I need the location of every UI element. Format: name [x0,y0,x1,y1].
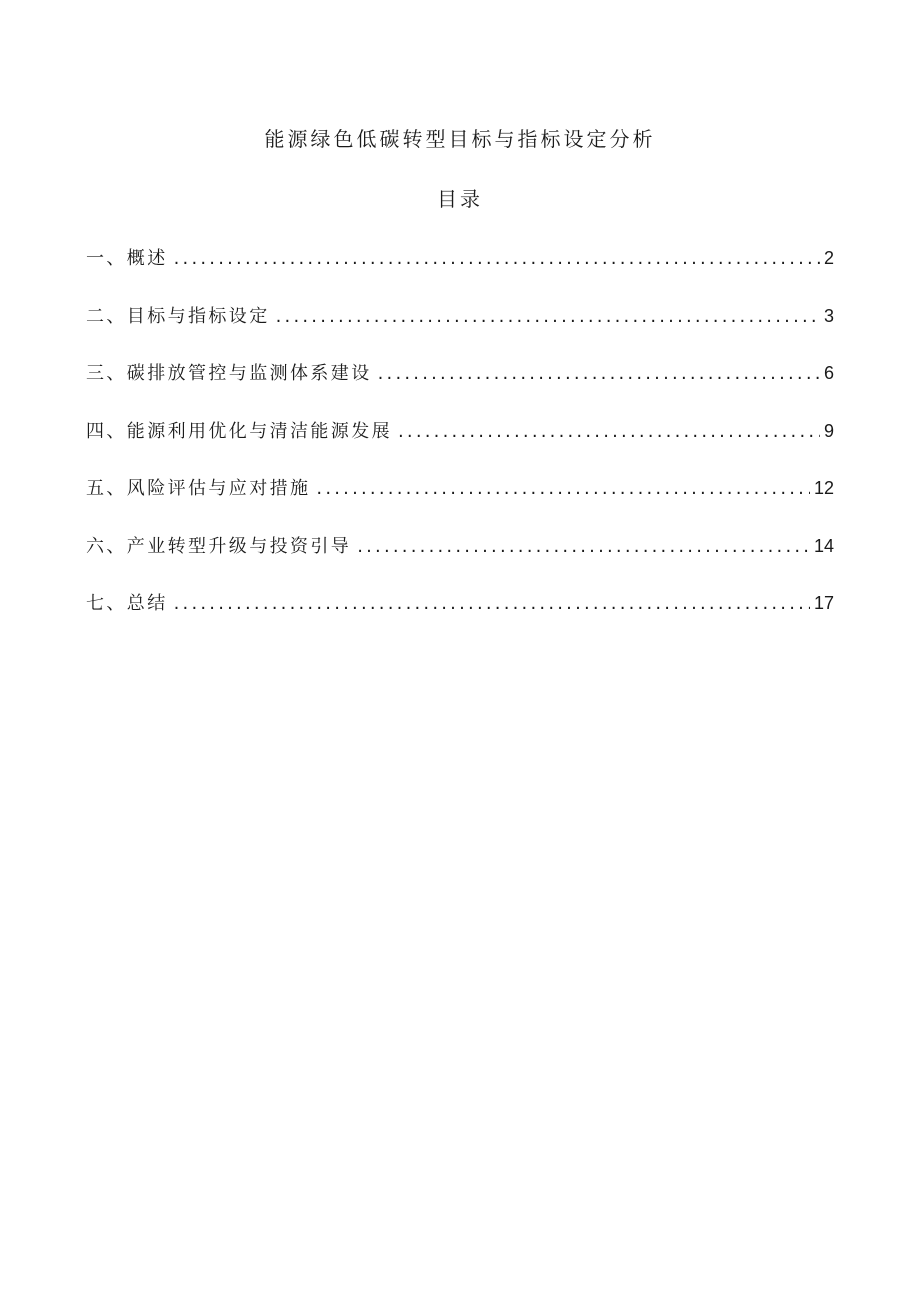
toc-leader-dots [398,417,820,447]
toc-entry-1[interactable] [86,243,834,301]
toc-entry-label: 二、目标与指标设定 [86,305,270,327]
toc-leader-dots [174,244,820,274]
toc-entry-label: 一、概述 [86,248,168,269]
toc-entry-page: 6 [823,363,834,383]
toc-entry-page: 12 [813,478,834,498]
table-of-contents [86,243,834,646]
toc-entry-page: 2 [823,248,834,268]
toc-entry-page: 17 [813,593,834,613]
toc-leader-dots [316,474,810,504]
toc-entry-6[interactable] [86,531,834,589]
toc-leader-dots [174,589,810,619]
toc-entry-7[interactable] [86,588,834,646]
toc-entry-5[interactable] [86,473,834,531]
toc-entry-label: 三、碳排放管控与监测体系建设 [86,363,372,384]
toc-leader-dots [357,532,810,562]
toc-entry-3[interactable] [86,358,834,416]
toc-entry-4[interactable] [86,416,834,474]
toc-entry-page: 9 [823,420,834,441]
toc-leader-dots [378,359,820,389]
document-title: 能源绿色低碳转型目标与指标设定分析 [264,127,656,151]
toc-entry-page: 3 [823,305,834,326]
toc-heading: 目录 [437,187,483,211]
toc-entry-label: 四、能源利用优化与清洁能源发展 [86,420,392,442]
toc-entry-page: 14 [813,535,834,556]
toc-entry-label: 六、产业转型升级与投资引导 [86,535,352,557]
toc-leader-dots [276,302,820,332]
toc-entry-label: 七、总结 [86,593,168,614]
toc-entry-2[interactable] [86,301,834,359]
toc-entry-label: 五、风险评估与应对措施 [86,478,311,499]
